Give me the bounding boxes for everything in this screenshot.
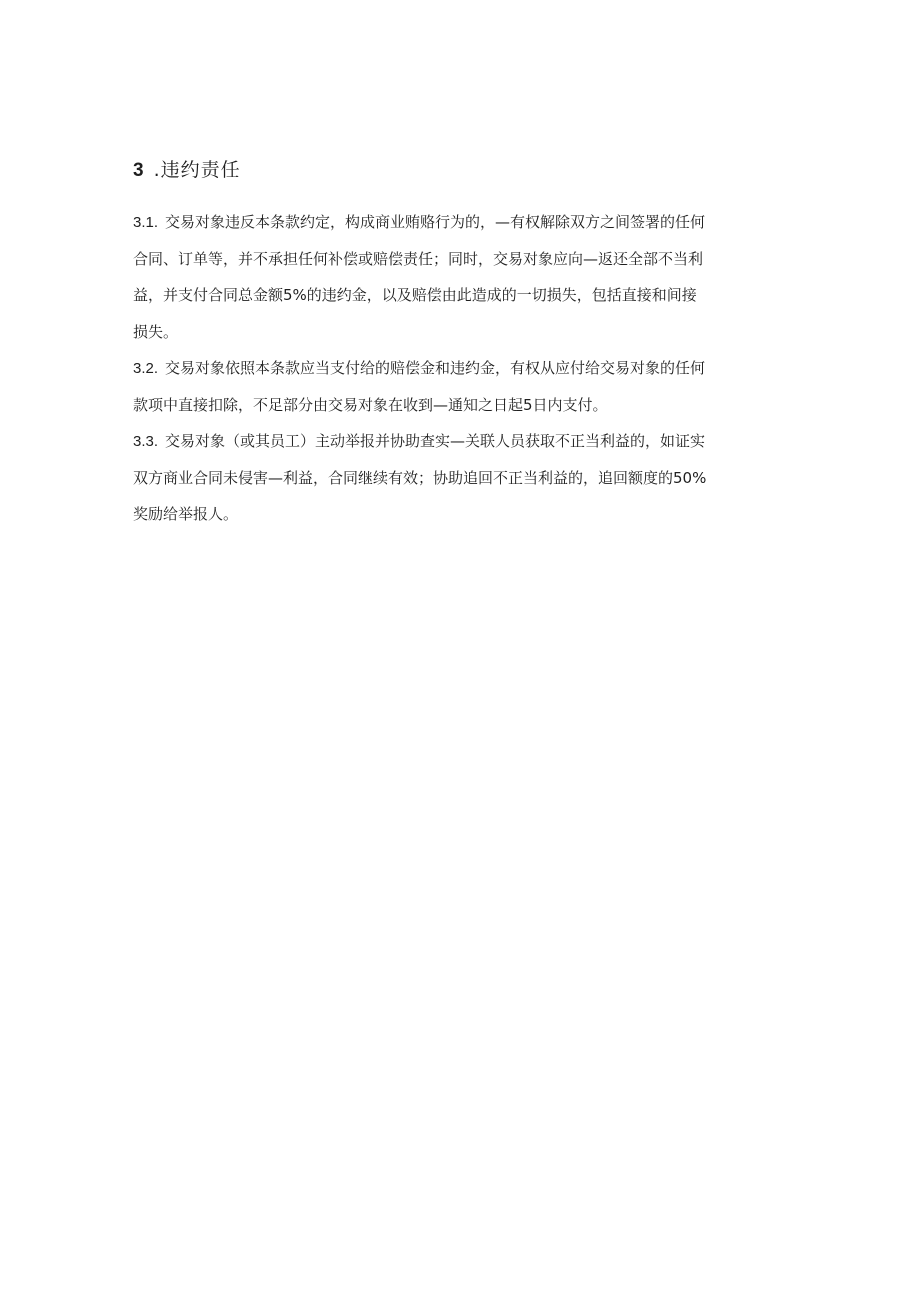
clause-line: 款项中直接扣除，不足部分由交易对象在收到—通知之日起5日内支付。	[133, 395, 608, 414]
clause-line: 益，并支付合同总金额5%的违约金，以及赔偿由此造成的一切损失，包括直接和间接	[133, 286, 697, 304]
clause-3-2	[133, 350, 793, 423]
clause-3-3	[133, 423, 793, 533]
clause-line: 合同、订单等，并不承担任何补偿或赔偿责任；同时，交易对象应向—返还全部不当利	[133, 249, 704, 268]
clause-text: 交易对象依照本条款应当支付给的赔偿金和违约金，有权从应付给交易对象的任何	[165, 359, 706, 377]
clause-number: 3.1.	[133, 214, 159, 231]
clause-line: 损失。	[133, 322, 179, 341]
clauses-body	[133, 204, 793, 533]
clause-3-1	[133, 204, 793, 350]
clause-line: 奖励给举报人。	[133, 505, 239, 523]
clause-text: 交易对象（或其员工）主动举报并协助查实—关联人员获取不正当利益的，如证实	[165, 432, 706, 450]
clause-text: 交易对象违反本条款约定，构成商业贿赂行为的，—有权解除双方之间签署的任何	[165, 213, 706, 231]
clause-number: 3.2.	[133, 360, 159, 377]
clause-line	[133, 423, 793, 460]
section-number: 3	[133, 160, 144, 181]
clause-line: 双方商业合同未侵害—利益，合同继续有效；协助追回不正当利益的，追回额度的50%	[133, 468, 707, 487]
clause-line	[133, 350, 793, 387]
clause-number: 3.3.	[133, 433, 159, 450]
clause-line	[133, 204, 793, 241]
section-heading	[133, 157, 241, 184]
section-title: .违约责任	[153, 159, 241, 181]
